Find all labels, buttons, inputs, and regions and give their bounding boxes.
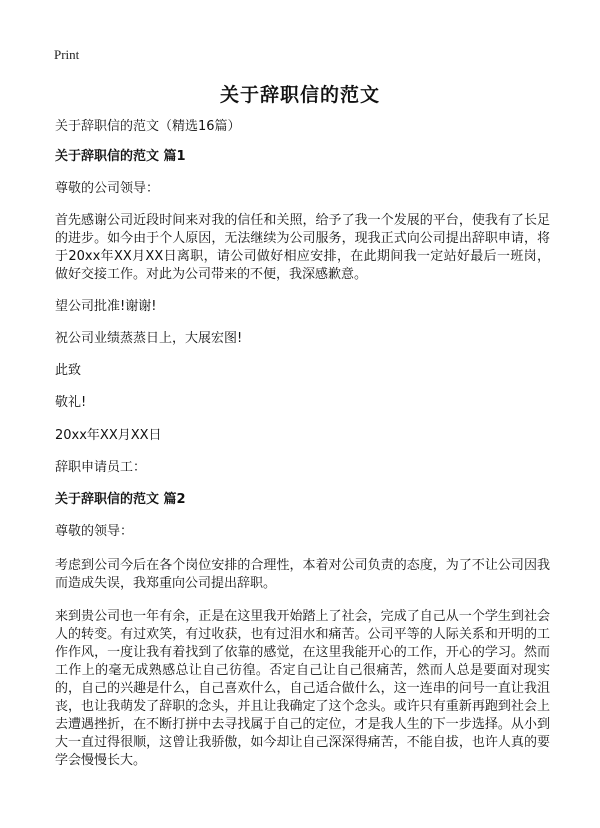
section-1-paragraph-3: 祝公司业绩蒸蒸日上，大展宏图! <box>55 331 243 346</box>
section-1-heading: 关于辞职信的范文 篇1 <box>55 149 186 164</box>
section-1-paragraph-1: 首先感谢公司近段时间来对我的信任和关照，给予了我一个发展的平台，使我有了长足的进步。如今由于个人原因，无法继续为公司服务，现我正式向公司提出辞职申请，将于20xx年XX月XX日离职，请公司做好相应安排，在此期间我一定站好最后一班岗，做好交接工作。对此为公司带来的不便，我深感歉意。 <box>55 213 550 282</box>
section-1-date: 20xx年XX月XX日 <box>55 428 162 443</box>
section-1-closing: 此致 <box>55 363 82 378</box>
document-title: 关于辞职信的范文 <box>219 84 380 106</box>
print-label: Print <box>54 47 80 62</box>
section-1-paragraph-2: 望公司批准!谢谢! <box>55 299 157 314</box>
section-1-salutation: 尊敬的公司领导： <box>55 181 160 196</box>
document-subtitle: 关于辞职信的范文（精选16篇） <box>55 119 241 134</box>
section-2-paragraph-1: 考虑到公司今后在各个岗位安排的合理性，本着对公司负责的态度，为了不让公司因我而造成失误，我郑重向公司提出辞职。 <box>55 558 550 591</box>
document-body <box>55 118 550 770</box>
section-1-regards: 敬礼! <box>55 395 87 410</box>
section-2-paragraph-2: 来到贵公司也一年有余，正是在这里我开始踏上了社会，完成了自己从一个学生到社会人的转变。有过欢笑，有过收获，也有过泪水和痛苦。公司平等的人际关系和开明的工作作风，一度让我有着找到了依靠的感觉，在这里我能开心的工作，开心的学习。然而工作上的毫无成熟感总让自己彷徨。否定自己让自己很痛苦，然而人总是要面对现实的，自己的兴趣是什么，自己喜欢什么，自己适合做什么，这一连串的问号一直让我沮丧，也让我萌发了辞职的念头，并且让我确定了这个念头。或许只有重新再跑到社会上去遭遇挫折，在不断打拼中去寻找属于自己的定位，才是我人生的下一步选择。从小到大一直过得很顺，这曾让我骄傲，如今却让自己深深得痛苦，不能自拔，也许人真的要学会慢慢长大。 <box>55 609 550 768</box>
section-2-salutation: 尊敬的领导： <box>55 524 134 539</box>
section-2-heading: 关于辞职信的范文 篇2 <box>55 492 186 507</box>
section-1-signature: 辞职申请员工： <box>55 460 147 475</box>
